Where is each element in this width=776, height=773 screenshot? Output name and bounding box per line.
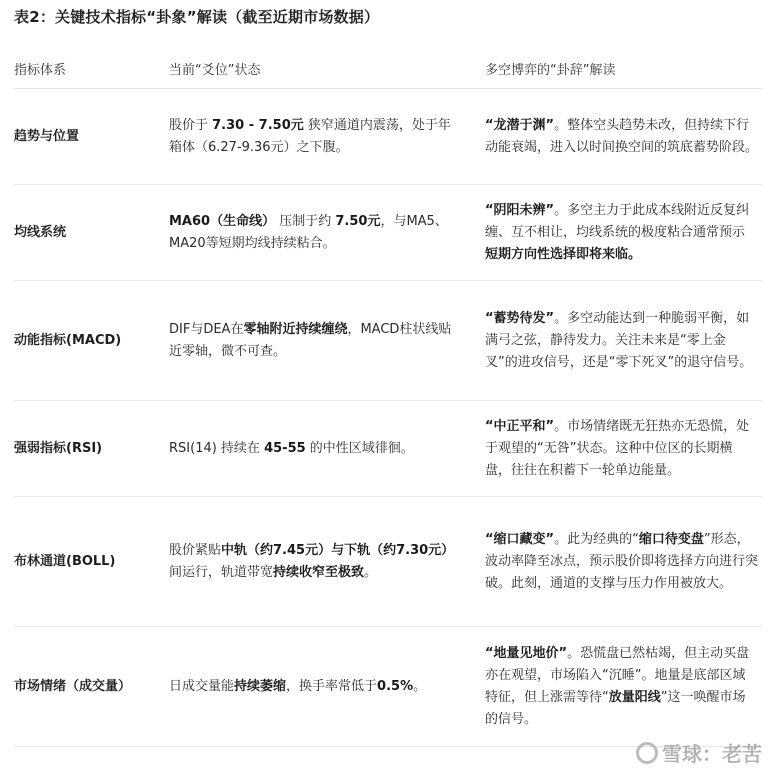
indicator-name: 均线系统	[14, 224, 67, 240]
emphasis-text: “地量见地价”	[485, 645, 568, 661]
table-row	[14, 185, 762, 281]
indicator-state	[169, 497, 479, 627]
emphasis-text: 0.5%	[377, 678, 414, 694]
body-text: 的中性区域徘徊。	[305, 440, 414, 456]
body-text: 间运行，轨道带宽	[169, 564, 274, 580]
body-text: DIF与DEA在	[169, 321, 244, 337]
emphasis-text: “阴阳未辨”	[485, 202, 555, 218]
table-row	[14, 497, 762, 627]
emphasis-text: 7.30 - 7.50元	[212, 117, 304, 133]
indicator-state	[169, 627, 479, 747]
body-text: 。	[413, 678, 427, 694]
emphasis-text: 缩口待变盘	[638, 531, 704, 547]
snowball-logo-icon	[636, 742, 658, 764]
emphasis-text: “中正平和”	[485, 418, 555, 434]
emphasis-text: “蓄势待发”	[485, 310, 555, 326]
body-text: ”形态，波动率降至冰点，预示股价即将选择方向进行突破。此刻，通道的支撑与压力作用被放大。	[485, 531, 759, 591]
body-text: 。	[364, 564, 378, 580]
emphasis-text: 短期方向性选择即将来临。	[485, 246, 642, 262]
table-row	[14, 89, 762, 185]
watermark-text: 雪球：老苦	[662, 742, 762, 766]
header-system: 指标体系	[14, 62, 67, 78]
table-row	[14, 627, 762, 747]
body-text: 股价于	[169, 117, 213, 133]
emphasis-text: 放量阳线	[608, 689, 661, 705]
header-interp: 多空博弈的“卦辞”解读	[485, 62, 616, 78]
body-text: ，与MA5、MA20等短期均线持续粘合。	[169, 213, 448, 251]
table-row	[14, 401, 762, 497]
body-text: 狭窄通道内震荡，处于年箱体（6.27-9.36元）之下腹。	[169, 117, 451, 155]
indicator-name: 动能指标(MACD)	[14, 332, 122, 348]
emphasis-text: 45-55	[264, 440, 306, 456]
indicator-name: 布林通道(BOLL)	[14, 553, 116, 569]
indicator-state	[169, 185, 479, 281]
table-header-row	[14, 48, 762, 89]
body-text: 压制于约	[275, 213, 336, 229]
body-text: 日成交量能	[169, 678, 235, 694]
table-row	[14, 281, 762, 401]
indicator-interpretation	[479, 281, 762, 401]
body-text: ，换手率常低于	[286, 678, 378, 694]
body-text: ，MACD柱状线贴近零轴，微不可查。	[169, 321, 452, 359]
emphasis-text: MA60（生命线）	[169, 213, 276, 229]
indicator-table	[14, 48, 762, 747]
emphasis-text: 零轴附近持续缠绕	[243, 321, 348, 337]
indicator-name: 市场情绪（成交量）	[14, 678, 132, 694]
body-text: RSI(14) 持续在	[169, 440, 265, 456]
body-text: ”这一唤醒市场的信号。	[485, 689, 746, 727]
indicator-name: 趋势与位置	[14, 128, 80, 144]
indicator-state	[169, 281, 479, 401]
header-state: 当前“爻位”状态	[169, 62, 261, 78]
indicator-interpretation	[479, 401, 762, 497]
emphasis-text: 7.50元	[335, 213, 381, 229]
emphasis-text: 持续萎缩	[234, 678, 287, 694]
watermark	[636, 738, 762, 767]
table-title: 表2：关键技术指标“卦象”解读（截至近期市场数据）	[14, 8, 380, 26]
body-text: 。此为经典的“	[554, 531, 639, 547]
indicator-name: 强弱指标(RSI)	[14, 440, 103, 456]
indicator-interpretation	[479, 89, 762, 185]
body-text: 。市场情绪既无狂热亦无恐慌，处于观望的“无咎”状态。这种中位区的长期横盘，往往在积蓄下一轮单边能量。	[485, 418, 750, 478]
indicator-state	[169, 401, 479, 497]
body-text: 。恐慌盘已然枯竭，但主动买盘亦在观望，市场陷入“沉睡”。地量是底部区域特征，但上涨需等待“	[485, 645, 750, 705]
indicator-interpretation	[479, 185, 762, 281]
emphasis-text: 中轨（约7.45元）与下轨（约7.30元）	[221, 542, 455, 558]
emphasis-text: 持续收窄至极致	[273, 564, 365, 580]
emphasis-text: “龙潜于渊”	[485, 117, 555, 133]
body-text: 。整体空头趋势未改，但持续下行动能衰竭，进入以时间换空间的筑底蓄势阶段。	[485, 117, 759, 155]
body-text: 。多空动能达到一种脆弱平衡，如满弓之弦，静待发力。关注未来是“零上金叉”的进攻信号，还是“零下死叉”的退守信号。	[485, 310, 753, 370]
indicator-interpretation	[479, 497, 762, 627]
body-text: 。多空主力于此成本线附近反复纠缠、互不相让，均线系统的极度粘合通常预示	[485, 202, 750, 240]
emphasis-text: “缩口藏变”	[485, 531, 555, 547]
indicator-interpretation	[479, 627, 762, 747]
body-text: 股价紧贴	[169, 542, 222, 558]
indicator-state	[169, 89, 479, 185]
